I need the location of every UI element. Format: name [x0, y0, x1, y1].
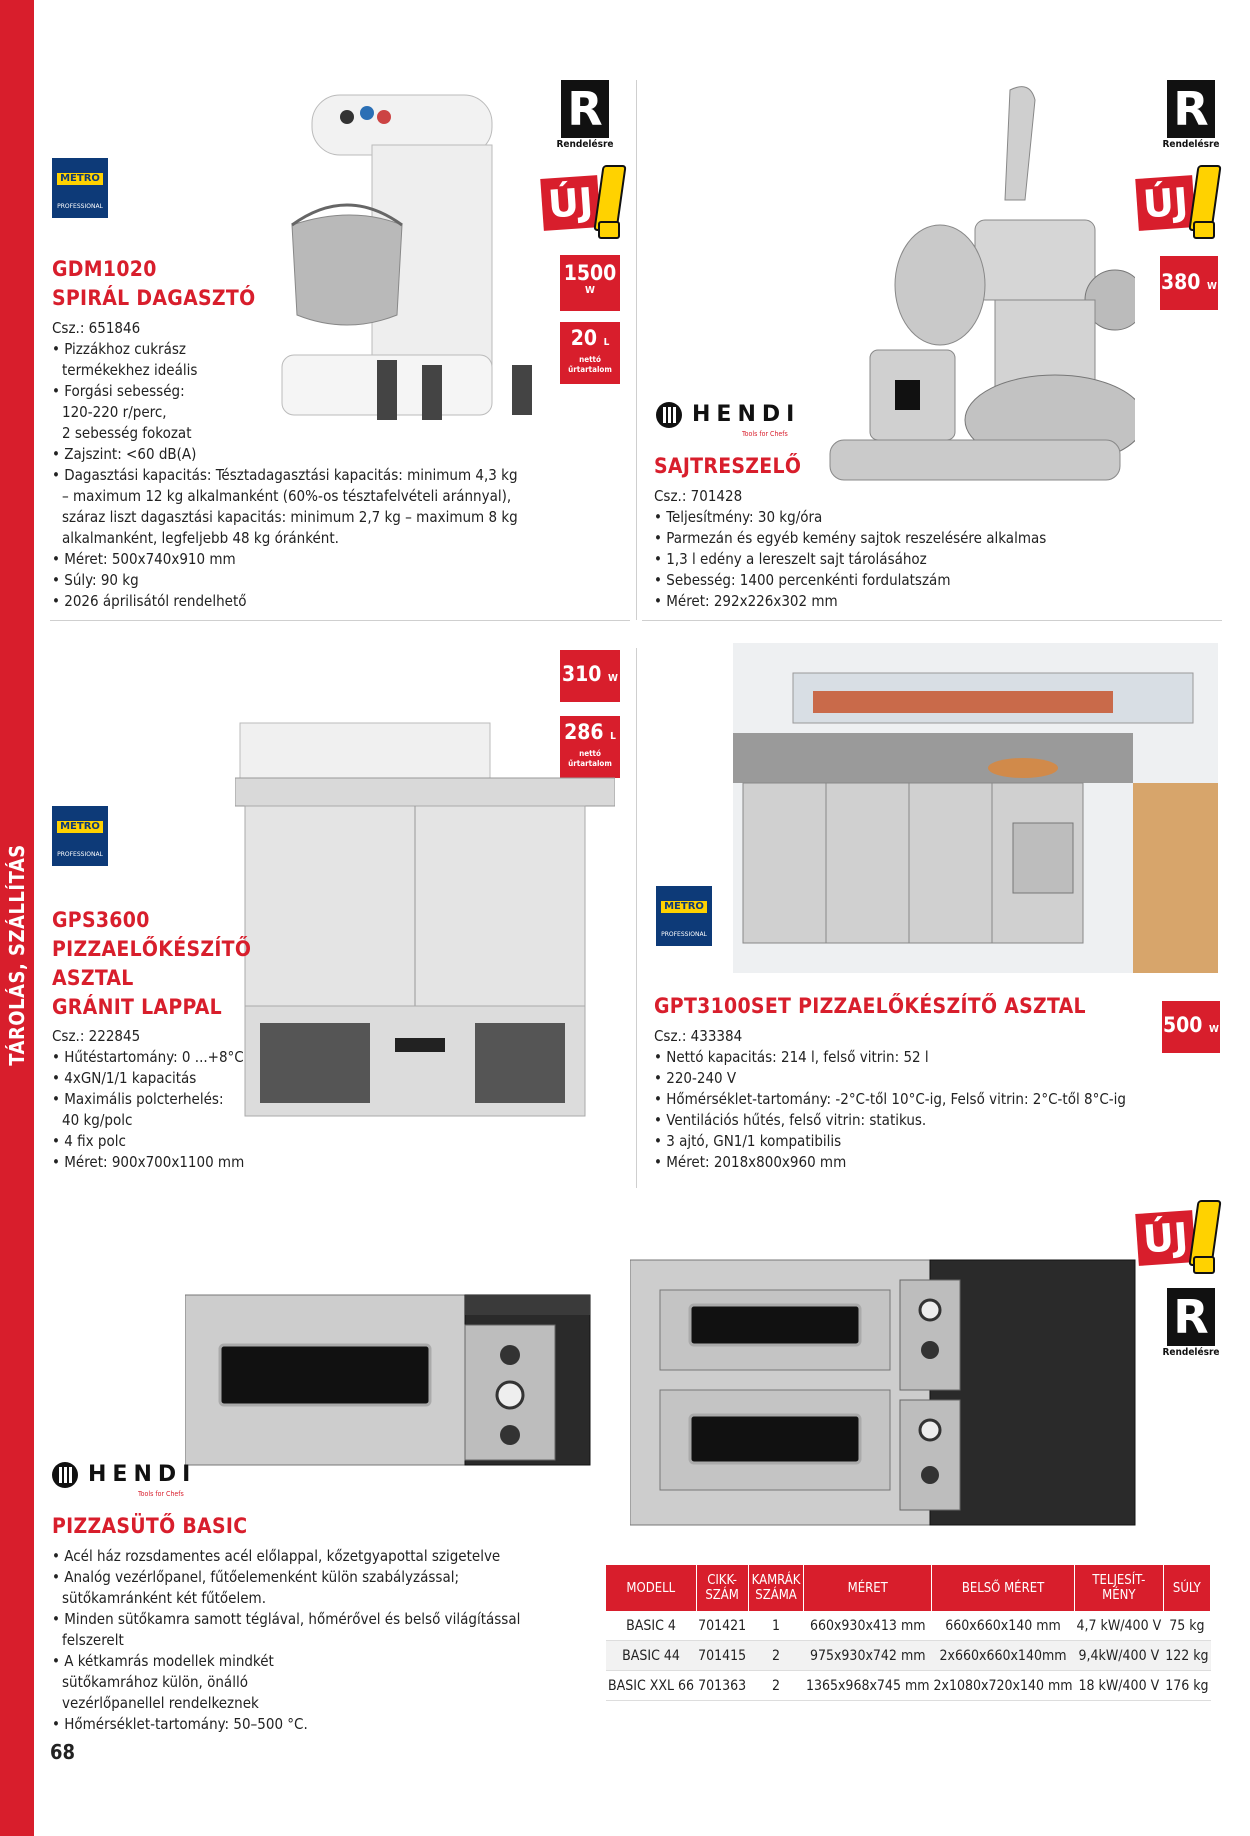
table-cell: 2	[748, 1671, 804, 1701]
product-specs-gps3600: Csz.: 222845 • Hűtéstartomány: 0 ...+8°C • 4xGN/1/1 kapacitás • Maximális polcterhelés: 40 kg/polc • 4 fix polc • Méret: 900x700x1100 mm	[52, 1027, 245, 1171]
r-order-badge: R Rendelésre	[1162, 82, 1220, 150]
power-badge: 380 W	[1160, 256, 1218, 310]
table-cell: 2x660x660x140mm	[932, 1641, 1075, 1671]
table-cell: 2x1080x720x140 mm	[932, 1671, 1075, 1701]
r-order-badge: R Rendelésre	[556, 82, 614, 150]
table-cell: 2	[748, 1641, 804, 1671]
column-divider	[636, 648, 637, 1188]
metro-professional-logo: METRO PROFESSIONAL	[52, 806, 108, 866]
table-cell: 660x930x413 mm	[804, 1611, 932, 1641]
column-divider	[636, 80, 637, 620]
row-divider	[50, 620, 630, 621]
table-cell: 75 kg	[1163, 1611, 1210, 1641]
pizza-prep-table-image	[235, 718, 615, 1118]
table-row	[606, 1671, 1211, 1701]
table-cell: 1	[748, 1611, 804, 1641]
product-specs-pizzasuto-basic: • Acél ház rozsdamentes acél előlappal, kőzetgyapottal szigetelve • Analóg vezérlőpanel, fűtőelemenként külön szabályzással; sütőkamránként két fűtőelem. • Minden sütőkamra samott téglával, hőmérővel és belső világítással felszerelt • A kétkamrás modellek mindkét sütőkamrához külön, önálló vezérlőpanellel rendelkeznek • Hőmérséklet-tartomány: 50–500 °C.	[52, 1547, 521, 1733]
table-cell: 18 kW/400 V	[1075, 1671, 1164, 1701]
pizza-prep-counter-image	[733, 643, 1218, 973]
row-divider	[642, 620, 1222, 621]
product-title-pizzasuto-basic: PIZZASÜTŐ BASIC	[52, 1514, 248, 1538]
product-title-gps3600: GPS3600 PIZZAELŐKÉSZÍTŐ ASZTAL GRÁNIT LAPPAL	[52, 908, 252, 1019]
product-specs-gdm1020: Csz.: 651846 • Pizzákhoz cukrász termékekhez ideális • Forgási sebesség: 120-220 r/perc, 2 sebesség fokozat • Zajszint: <60 dB(A) • Dagasztási kapacitás: Tésztadagasztási kapacitás: minimum 4,3 kg – maximum 12 kg alkalmanként (60%-os tésztafelvételi aránnyal), száraz liszt dagasztási kapacitás: minimum 2,7 kg – maximum 8 kg alkalmanként, legfeljebb 48 kg óránként. • Méret: 500x740x910 mm • Súly: 90 kg • 2026 áprilisától rendelhető	[52, 319, 518, 610]
oven-spec-table	[606, 1565, 1211, 1701]
table-cell: 122 kg	[1163, 1641, 1210, 1671]
sidebar-category-label: TÁROLÁS, SZÁLLÍTÁS	[5, 844, 29, 1066]
table-row	[606, 1611, 1211, 1641]
table-cell: 701421	[696, 1611, 748, 1641]
table-cell: 1365x968x745 mm	[804, 1671, 932, 1701]
column-header: BELSŐ MÉRET	[932, 1565, 1075, 1611]
page-number: 68	[50, 1740, 76, 1764]
new-badge: ÚJ	[1135, 165, 1219, 239]
table-cell: 975x930x742 mm	[804, 1641, 932, 1671]
column-header: MÉRET	[804, 1565, 932, 1611]
table-cell: BASIC 4	[606, 1611, 696, 1641]
r-order-badge: R Rendelésre	[1162, 1290, 1220, 1358]
column-header: SÚLY	[1163, 1565, 1210, 1611]
table-cell: BASIC 44	[606, 1641, 696, 1671]
table-cell: 660x660x140 mm	[932, 1611, 1075, 1641]
power-badge: 310 W	[560, 650, 620, 702]
new-badge: ÚJ	[1135, 1200, 1219, 1274]
product-title-sajtreszelo: SAJTRESZELŐ	[654, 454, 802, 478]
new-badge: ÚJ	[540, 165, 624, 239]
column-header: CIKK- SZÁM	[696, 1565, 748, 1611]
power-badge: 500 W	[1162, 1001, 1220, 1053]
column-header: MODELL	[606, 1565, 696, 1611]
double-deck-oven-image	[630, 1250, 1140, 1530]
table-cell: 9,4kW/400 V	[1075, 1641, 1164, 1671]
metro-professional-logo: METRO PROFESSIONAL	[52, 158, 108, 218]
power-badge: 1500 W	[560, 255, 620, 311]
product-specs-sajtreszelo: Csz.: 701428 • Teljesítmény: 30 kg/óra • Parmezán és egyéb kemény sajtok reszelésére alkalmas • 1,3 l edény a lereszelt sajt tárolásához • Sebesség: 1400 percenkénti fordulatszám • Méret: 292x226x302 mm	[654, 487, 1047, 610]
product-title-gdm1020: GDM1020 SPIRÁL DAGASZTÓ	[52, 257, 256, 310]
column-header: TELJESÍT- MÉNY	[1075, 1565, 1164, 1611]
column-header: KAMRÁK SZÁMA	[748, 1565, 804, 1611]
table-cell: 4,7 kW/400 V	[1075, 1611, 1164, 1641]
table-row	[606, 1641, 1211, 1671]
table-cell: 701415	[696, 1641, 748, 1671]
capacity-badge: 20 L nettó űrtartalom	[560, 322, 620, 384]
product-title-gpt3100set: GPT3100SET PIZZAELŐKÉSZÍTŐ ASZTAL	[654, 994, 1086, 1018]
table-cell: BASIC XXL 66	[606, 1671, 696, 1701]
capacity-badge: 286 L nettó űrtartalom	[560, 716, 620, 778]
table-cell: 176 kg	[1163, 1671, 1210, 1701]
hendi-logo: HENDI Tools for Chefs	[52, 1462, 212, 1502]
metro-professional-logo: METRO PROFESSIONAL	[656, 886, 712, 946]
table-header-row	[606, 1565, 1211, 1611]
product-specs-gpt3100set: Csz.: 433384 • Nettó kapacitás: 214 l, felső vitrin: 52 l • 220-240 V • Hőmérséklet-tartomány: -2°C-től 10°C-ig, Felső vitrin: 2°C-től 8°C-ig • Ventilációs hűtés, felső vitrin: statikus. • 3 ajtó, GN1/1 kompatibilis • Méret: 2018x800x960 mm	[654, 1027, 1126, 1171]
cheese-grater-image	[815, 80, 1135, 510]
hendi-logo: HENDI Tools for Chefs	[656, 402, 796, 442]
single-deck-oven-image	[185, 1285, 595, 1470]
table-cell: 701363	[696, 1671, 748, 1701]
